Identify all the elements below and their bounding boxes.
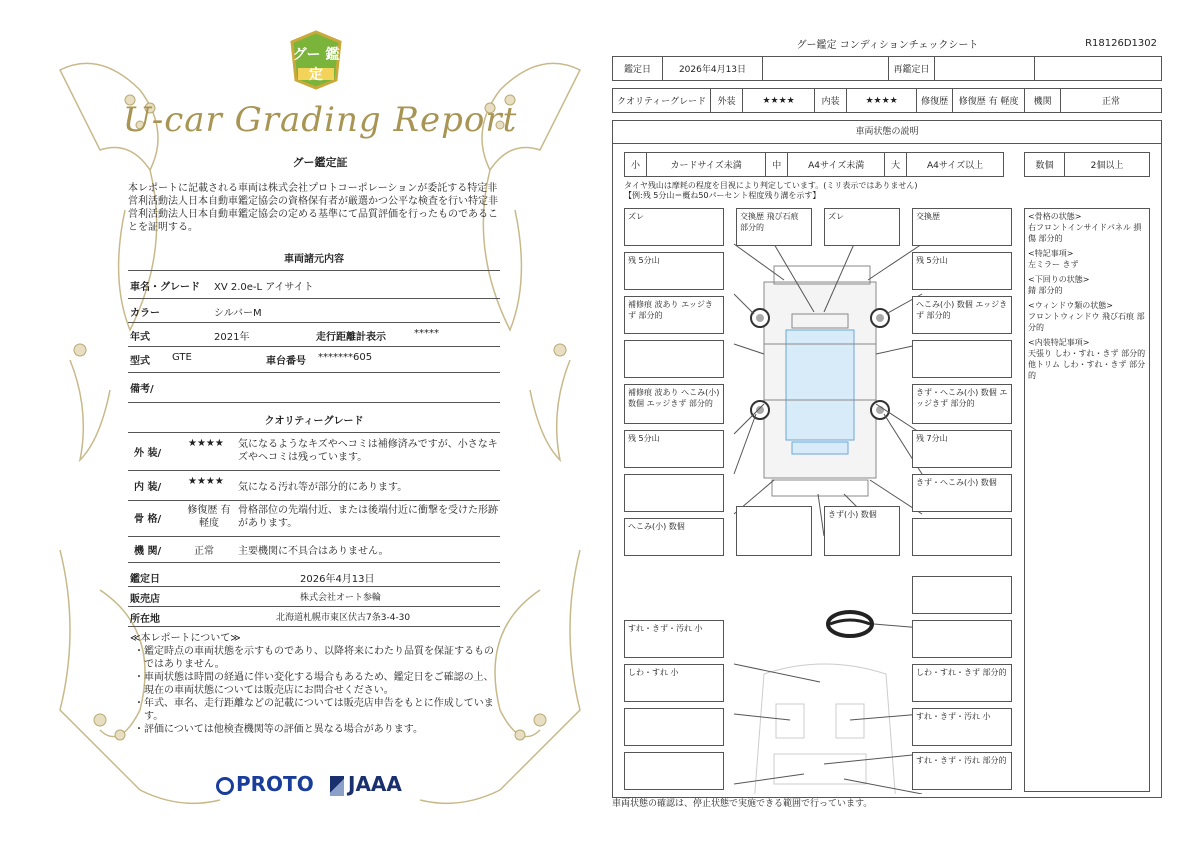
empty-note-box (624, 752, 724, 790)
steering-wheel-icon (828, 612, 872, 636)
info-line: 錆 部分的 (1028, 286, 1063, 295)
notes-title: ≪本レポートについて≫ (130, 633, 241, 644)
grade-value: 正常 (194, 546, 214, 557)
logo-text: グー 鑑定 (292, 47, 340, 83)
report-notes (130, 632, 500, 736)
grade-desc: 主要機関に不具合はありません。 (238, 546, 389, 557)
tire-example: 【例:残 5分山＝概ね50パーセント程度残り溝を示す】 (624, 191, 821, 200)
note-item: ・鑑定時点の車両状態を示すものであり、以降将来にわたり品質を保証するものではありません。 (134, 646, 494, 670)
date-label: 鑑定日 (613, 57, 663, 81)
grade-row-interior (128, 476, 500, 496)
odo-label: 走行距離計表示 (316, 332, 386, 343)
info-line: <特記事項> (1028, 249, 1074, 258)
count-label: 数個 (1025, 153, 1065, 177)
int-label: 内装 (815, 89, 847, 113)
spec-row-color (128, 304, 500, 320)
tire-note-box: 残 5分山 (624, 430, 724, 468)
color-label: カラー (130, 308, 160, 319)
sheet-id: R18126D1302 (1085, 38, 1157, 49)
date-table (612, 56, 1162, 81)
tire-note: タイヤ残山は摩耗の程度を目視により判定しています。(ミリ表示ではありません) (624, 181, 918, 190)
tire-note-box: 残 5分山 (624, 252, 724, 290)
info-line: フロントウィンドウ 飛び石痕 部分的 (1028, 312, 1145, 332)
proto-logo: PROTO (216, 772, 314, 796)
tire-note-box: 残 7分山 (912, 430, 1012, 468)
exterior-note-box: きず・へこみ(小) 数個 エッジきず 部分的 (912, 384, 1012, 424)
jaaa-logo: JAAA (330, 772, 402, 796)
repair-value: 修復歴 有 軽度 (953, 89, 1025, 113)
info-line: 他トリム しわ・すれ・きず 部分的 (1028, 360, 1146, 380)
exterior-note-box: 交換歴 飛び石痕 部分的 (736, 208, 812, 246)
year-label: 年式 (130, 332, 150, 343)
grade-desc: 骨格部位の先端付近、または後端付近に衝撃を受けた形跡があります。 (238, 505, 498, 529)
tire-note-box: 残 5分山 (912, 252, 1012, 290)
info-line: <内装特記事項> (1028, 338, 1090, 347)
size-large-desc: A4サイズ以上 (907, 153, 1004, 177)
info-line: 天張り しわ・すれ・きず 部分的 (1028, 349, 1146, 358)
name-label: 車名・グレード (130, 282, 200, 293)
spec-row-name (128, 278, 500, 294)
remarks-label: 備考/ (130, 384, 154, 395)
exterior-note-box: きず・へこみ(小) 数個 (912, 474, 1012, 512)
date-value: 2026年4月13日 (663, 57, 763, 81)
ext-value: ★★★★ (743, 89, 815, 113)
jaaa-mark-icon (330, 776, 344, 796)
note-item: ・年式、車名、走行距離などの記載については販売店申告をもとに作成しています。 (134, 698, 494, 722)
size-small-desc: カードサイズ未満 (647, 153, 766, 177)
empty-note-box (624, 340, 724, 378)
sheet-footer: 車両状態の確認は、停止状態で実施できる範囲で行っています。 (612, 799, 873, 809)
size-medium: 中 (766, 153, 788, 177)
empty-note-box (624, 474, 724, 512)
proto-mark-icon (216, 777, 234, 795)
size-small: 小 (625, 153, 647, 177)
grade-heading: クオリティーグレード (264, 416, 364, 427)
grade-value: ★★★★ (188, 476, 224, 487)
shop-label: 販売店 (130, 594, 160, 605)
grade-row-engine (128, 542, 500, 560)
info-line: 右フロントインサイドパネル 損傷 部分的 (1028, 223, 1142, 243)
int-value: ★★★★ (847, 89, 917, 113)
chassis-label: 車台番号 (266, 356, 306, 367)
grade-row-frame (128, 504, 500, 532)
color-value: シルバーM (214, 308, 262, 319)
grade-label: 外 装/ (134, 448, 162, 459)
exterior-note-box: きず(小) 数個 (824, 506, 900, 556)
name-value: XV 2.0e-L アイサイト (214, 282, 314, 293)
shop-value: 株式会社オート参輪 (300, 593, 382, 603)
size-medium-desc: A4サイズ未満 (788, 153, 885, 177)
empty-note-box (912, 340, 1012, 378)
spec-row-remarks (128, 380, 500, 396)
exterior-note-box: 交換歴 (912, 208, 1012, 246)
certificate-subtitle: グー鑑定証 (292, 156, 348, 169)
exterior-note-box: 補修痕 波あり へこみ(小) 数個 エッジきず 部分的 (624, 384, 724, 424)
exterior-note-box: へこみ(小) 数個 (624, 518, 724, 556)
count-value: 2個以上 (1065, 153, 1150, 177)
report-title: U-car Grading Report (122, 100, 518, 140)
interior-note-box: しわ・すれ 小 (624, 664, 724, 702)
interior-note-box: すれ・きず・汚れ 部分的 (912, 752, 1012, 790)
date-label: 鑑定日 (130, 574, 160, 585)
interior-note-box: すれ・きず・汚れ 小 (624, 620, 724, 658)
model-value: GTE (172, 352, 192, 363)
info-line: <骨格の状態> (1028, 212, 1082, 221)
date-value: 2026年4月13日 (300, 574, 375, 585)
section-title: 車両状態の説明 (612, 120, 1162, 144)
ext-label: 外装 (711, 89, 743, 113)
re-date-label: 再鑑定日 (889, 57, 935, 81)
address-row (128, 610, 500, 626)
goo-kantei-logo (288, 30, 344, 90)
info-line: <ウィンドウ類の状態> (1028, 301, 1113, 310)
count-legend (1024, 152, 1150, 177)
info-line: <下回りの状態> (1028, 275, 1090, 284)
year-value: 2021年 (214, 332, 250, 343)
exterior-note-box: 補修痕 波あり エッジきず 部分的 (624, 296, 724, 334)
spec-row-year (128, 328, 500, 344)
interior-note-box: すれ・きず・汚れ 小 (912, 708, 1012, 746)
grading-certificate (40, 30, 600, 830)
exterior-note-box: ズレ (824, 208, 900, 246)
empty-note-box (624, 708, 724, 746)
interior-note-box: しわ・すれ・きず 部分的 (912, 664, 1012, 702)
size-legend (624, 152, 1004, 177)
engine-value: 正常 (1061, 89, 1162, 113)
grade-row-exterior (128, 438, 500, 468)
info-line: 左ミラー きず (1028, 260, 1079, 269)
spec-heading: 車両諸元内容 (284, 254, 344, 265)
grade-label: 機 関/ (134, 546, 162, 557)
intro-text: 本レポートに記載される車両は株式会社プロトコーポレーションが委託する特定非営利活動法人日本自動車鑑定協会の資格保有者が厳選かつ公平な検査を行い特定非営利活動法人日本自動車鑑定協会の定める基準にて品質評価を行ったものであることを証明する。 (128, 183, 498, 233)
grade-value: ★★★★ (188, 438, 224, 449)
grade-desc: 気になるようなキズやヘコミは補修済みですが、小さなキズやヘコミは残っています。 (238, 439, 498, 463)
address-value: 北海道札幌市東区伏古7条3-4-30 (276, 613, 411, 623)
empty-note-box (912, 576, 1012, 614)
note-item: ・車両状態は時間の経過に伴い変化する場合もあるため、鑑定日をご確認の上、現在の車両状態については販売店にお問合せください。 (134, 672, 494, 696)
sheet-title: グー鑑定 コンディションチェックシート (796, 40, 979, 51)
grade-table (612, 88, 1162, 113)
grade-label: 骨 格/ (134, 514, 162, 525)
engine-label: 機関 (1025, 89, 1061, 113)
odo-value: ***** (414, 328, 439, 339)
model-label: 型式 (130, 356, 150, 367)
grade-label: 内 装/ (134, 482, 162, 493)
shop-row (128, 590, 500, 606)
empty-note-box (912, 518, 1012, 556)
condition-details (1024, 208, 1150, 792)
empty-note-box (736, 506, 812, 556)
spec-row-model (128, 352, 500, 368)
condition-check-sheet (610, 30, 1165, 810)
grade-value: 修復歴 有 軽度 (187, 505, 231, 529)
date-row (128, 570, 500, 586)
repair-label: 修復歴 (917, 89, 953, 113)
note-item: ・評価については他検査機関等の評価と異なる場合があります。 (134, 724, 423, 735)
size-large: 大 (885, 153, 907, 177)
empty-note-box (912, 620, 1012, 658)
exterior-note-box: ズレ (624, 208, 724, 246)
address-label: 所在地 (130, 614, 160, 625)
grade-label: クオリティーグレード (613, 89, 711, 113)
exterior-note-box: へこみ(小) 数個 エッジきず 部分的 (912, 296, 1012, 334)
chassis-value: *******605 (318, 352, 373, 363)
grade-desc: 気になる汚れ等が部分的にあります。 (238, 482, 408, 493)
